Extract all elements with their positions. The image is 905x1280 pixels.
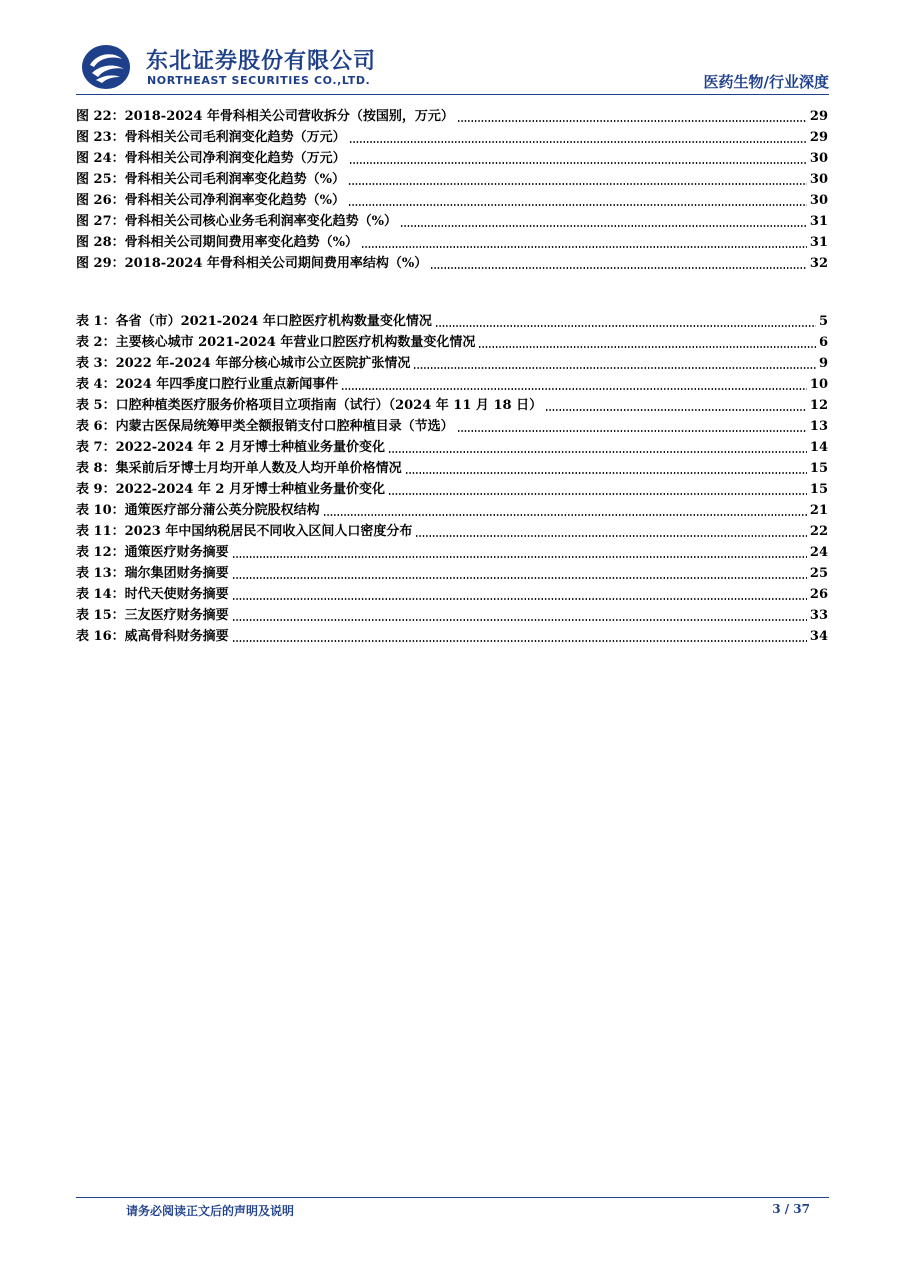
toc-entry-label: 图 22：2018-2024 年骨科相关公司营收拆分（按国别，万元） xyxy=(76,109,454,124)
toc-entry-label: 表 8：集采前后牙博士月均开单人数及人均开单价格情况 xyxy=(76,461,402,476)
figure-index-item[interactable] xyxy=(76,232,828,253)
toc-entry-page: 15 xyxy=(809,461,828,476)
toc-entry-label: 表 6：内蒙古医保局统筹甲类全额报销支付口腔种植目录（节选） xyxy=(76,419,454,434)
dot-leader xyxy=(405,472,807,474)
toc-entry-page: 5 xyxy=(818,314,828,329)
toc-entry-label: 表 16：威高骨科财务摘要 xyxy=(76,629,229,644)
dot-leader xyxy=(435,325,816,327)
toc-entry-page: 9 xyxy=(818,356,828,371)
toc-entry-page: 14 xyxy=(809,440,828,455)
toc-entry-page: 13 xyxy=(809,419,828,434)
toc-entry-page: 15 xyxy=(809,482,828,497)
dot-leader xyxy=(232,577,807,579)
toc-entry-page: 31 xyxy=(809,214,828,229)
toc-entry-page: 12 xyxy=(809,398,828,413)
dot-leader xyxy=(545,409,807,411)
dot-leader xyxy=(232,640,807,642)
toc-entry-label: 图 23：骨科相关公司毛利润变化趋势（万元） xyxy=(76,130,346,145)
figure-index-item[interactable] xyxy=(76,148,828,169)
page-header xyxy=(0,0,905,100)
toc-entry-page: 30 xyxy=(809,172,828,187)
toc-entry-label: 表 5：口腔种植类医疗服务价格项目立项指南（试行）（2024 年 11 月 18 日） xyxy=(76,398,543,413)
toc-entry-page: 33 xyxy=(809,608,828,623)
figure-index-list xyxy=(76,106,828,274)
toc-entry-label: 表 9：2022-2024 年 2 月牙博士种植业务量价变化 xyxy=(76,482,385,497)
dot-leader xyxy=(348,183,807,185)
toc-entry-label: 图 29：2018-2024 年骨科相关公司期间费用率结构（%） xyxy=(76,256,428,271)
table-index-item[interactable] xyxy=(76,311,828,332)
toc-entry-label: 表 12：通策医疗财务摘要 xyxy=(76,545,229,560)
table-index-item[interactable] xyxy=(76,521,828,542)
dot-leader xyxy=(413,367,816,369)
table-index-item[interactable] xyxy=(76,500,828,521)
figure-index-item[interactable] xyxy=(76,211,828,232)
dot-leader xyxy=(361,246,807,248)
table-index-item[interactable] xyxy=(76,542,828,563)
toc-entry-page: 30 xyxy=(809,193,828,208)
toc-entry-label: 表 11：2023 年中国纳税居民不同收入区间人口密度分布 xyxy=(76,524,413,539)
toc-entry-label: 表 7：2022-2024 年 2 月牙博士种植业务量价变化 xyxy=(76,440,385,455)
table-index-item[interactable] xyxy=(76,626,828,647)
footer-disclaimer: 请务必阅读正文后的声明及说明 xyxy=(126,1204,295,1218)
table-index-item[interactable] xyxy=(76,479,828,500)
dot-leader xyxy=(349,141,807,143)
toc-entry-page: 30 xyxy=(809,151,828,166)
dot-leader xyxy=(349,162,807,164)
dot-leader xyxy=(400,225,807,227)
toc-entry-label: 表 15：三友医疗财务摘要 xyxy=(76,608,229,623)
toc-entry-page: 22 xyxy=(809,524,828,539)
toc-entry-page: 10 xyxy=(809,377,828,392)
table-index-item[interactable] xyxy=(76,584,828,605)
dot-leader xyxy=(457,430,807,432)
table-index-item[interactable] xyxy=(76,437,828,458)
toc-entry-page: 25 xyxy=(809,566,828,581)
table-index-item[interactable] xyxy=(76,395,828,416)
toc-entry-label: 图 28：骨科相关公司期间费用率变化趋势（%） xyxy=(76,235,358,250)
toc-entry-page: 32 xyxy=(809,256,828,271)
toc-entry-label: 表 13：瑞尔集团财务摘要 xyxy=(76,566,229,581)
dot-leader xyxy=(388,451,807,453)
figure-index-item[interactable] xyxy=(76,106,828,127)
table-index-item[interactable] xyxy=(76,332,828,353)
page-number: 3 / 37 xyxy=(772,1202,810,1216)
toc-entry-label: 图 25：骨科相关公司毛利润率变化趋势（%） xyxy=(76,172,345,187)
figure-index-item[interactable] xyxy=(76,169,828,190)
footer-divider xyxy=(76,1197,829,1198)
figure-index-item[interactable] xyxy=(76,253,828,274)
toc-entry-label: 表 14：时代天使财务摘要 xyxy=(76,587,229,602)
toc-entry-page: 29 xyxy=(809,130,828,145)
toc-entry-page: 24 xyxy=(809,545,828,560)
table-index-item[interactable] xyxy=(76,416,828,437)
dot-leader xyxy=(388,493,807,495)
toc-entry-label: 表 2：主要核心城市 2021-2024 年营业口腔医疗机构数量变化情况 xyxy=(76,335,476,350)
toc-entry-label: 图 27：骨科相关公司核心业务毛利润率变化趋势（%） xyxy=(76,214,397,229)
table-index-item[interactable] xyxy=(76,458,828,479)
toc-entry-label: 表 1：各省（市）2021-2024 年口腔医疗机构数量变化情况 xyxy=(76,314,432,329)
toc-entry-label: 图 26：骨科相关公司净利润率变化趋势（%） xyxy=(76,193,345,208)
header-divider xyxy=(76,94,829,95)
toc-entry-label: 表 3：2022 年-2024 年部分核心城市公立医院扩张情况 xyxy=(76,356,411,371)
company-logo-icon xyxy=(80,43,132,91)
toc-entry-label: 表 4：2024 年四季度口腔行业重点新闻事件 xyxy=(76,377,339,392)
toc-entry-label: 图 24：骨科相关公司净利润变化趋势（万元） xyxy=(76,151,346,166)
dot-leader xyxy=(430,267,807,269)
toc-entry-page: 34 xyxy=(809,629,828,644)
dot-leader xyxy=(323,514,807,516)
figure-index-item[interactable] xyxy=(76,190,828,211)
table-index-item[interactable] xyxy=(76,374,828,395)
table-index-list xyxy=(76,311,828,647)
toc-entry-page: 21 xyxy=(809,503,828,518)
toc-entry-page: 6 xyxy=(818,335,828,350)
company-name-en: NORTHEAST SECURITIES CO.,LTD. xyxy=(147,74,371,87)
company-name-cn: 东北证券股份有限公司 xyxy=(146,49,377,74)
dot-leader xyxy=(457,120,807,122)
table-index-item[interactable] xyxy=(76,353,828,374)
dot-leader xyxy=(415,535,807,537)
dot-leader xyxy=(348,204,807,206)
dot-leader xyxy=(232,619,807,621)
table-index-item[interactable] xyxy=(76,605,828,626)
dot-leader xyxy=(232,598,807,600)
table-index-item[interactable] xyxy=(76,563,828,584)
toc-entry-page: 26 xyxy=(809,587,828,602)
toc-entry-page: 31 xyxy=(809,235,828,250)
report-section-label: 医药生物/行业深度 xyxy=(703,73,829,91)
toc-entry-label: 表 10：通策医疗部分蒲公英分院股权结构 xyxy=(76,503,320,518)
dot-leader xyxy=(341,388,807,390)
figure-index-item[interactable] xyxy=(76,127,828,148)
dot-leader xyxy=(478,346,816,348)
toc-entry-page: 29 xyxy=(809,109,828,124)
dot-leader xyxy=(232,556,807,558)
